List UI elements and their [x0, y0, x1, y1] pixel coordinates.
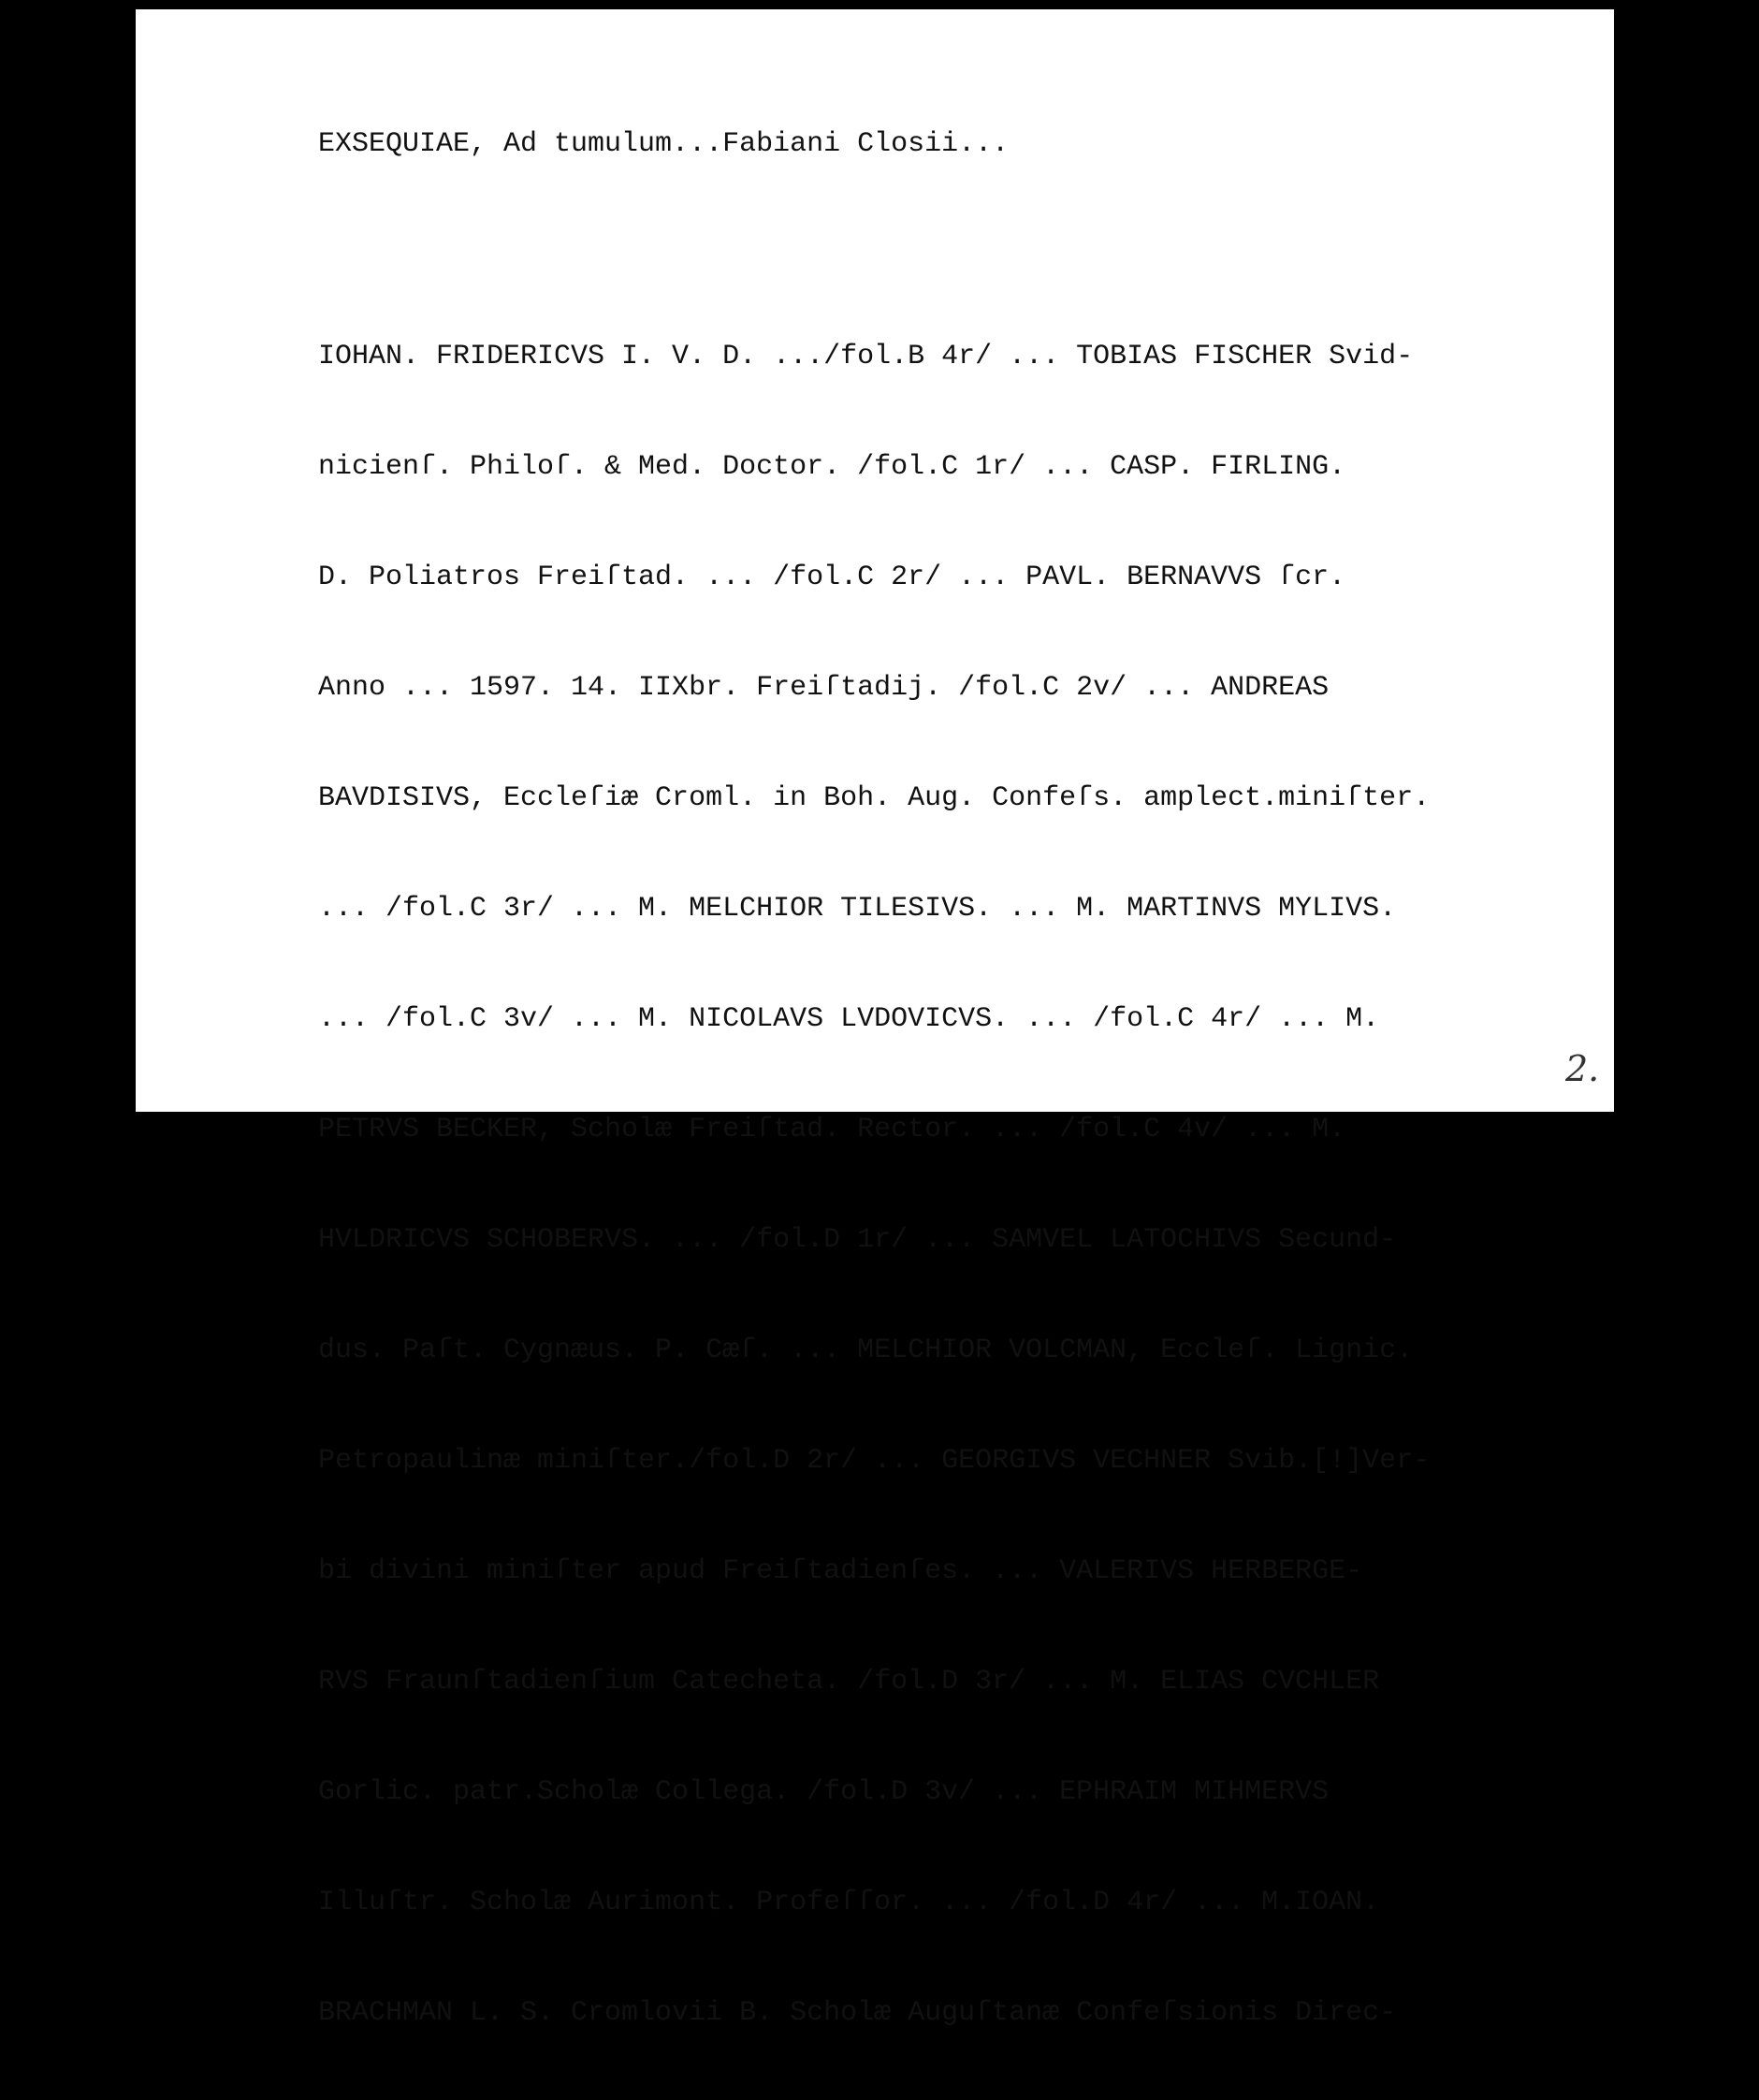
card-body [318, 270, 1430, 2100]
card-line: nicienſ. Philoſ. & Med. Doctor. /fol.C 1r/ ... CASP. FIRLING. [318, 451, 1346, 483]
card-line: ... /fol.C 3v/ ... M. NICOLAVS LVDOVICVS. ... /fol.C 4r/ ... M. [318, 1003, 1380, 1035]
card-line: Petropaulinæ miniſter./fol.D 2r/ ... GEORGIVS VECHNER Svib.[!]Ver- [318, 1445, 1431, 1477]
card-line: PETRVS BECKER, Scholæ Freiſtad. Rector. ... /fol.C 4v/ ... M. [318, 1114, 1346, 1145]
card-line: dus. Paſt. Cygnæus. P. Cæſ. ... MELCHIOR VOLCMAN, Eccleſ. Lignic. [318, 1334, 1414, 1366]
card-line: bi divini miniſter apud Freiſtadienſes. ... VALERIVS HERBERGE- [318, 1555, 1363, 1587]
card-line: BRACHMAN L. S. Cromlovii B. Scholæ Auguſtanæ Confeſsionis Direc- [318, 1997, 1397, 2029]
card-line: D. Poliatros Freiſtad. ... /fol.C 2r/ ... PAVL. BERNAVVS ſcr. [318, 561, 1346, 593]
card-line: Gorlic. patr.Scholæ Collega. /fol.D 3v/ ... EPHRAIM MIHMERVS [318, 1776, 1330, 1808]
card-line: IOHAN. FRIDERICVS I. V. D. .../fol.B 4r/ ... TOBIAS FISCHER Svid- [318, 341, 1414, 372]
card-line: RVS Fraunſtadienſium Catecheta. /fol.D 3r/ ... M. ELIAS CVCHLER [318, 1666, 1380, 1698]
card-line: HVLDRICVS SCHOBERVS. ... /fol.D 1r/ ... SAMVEL LATOCHIVS Secund- [318, 1224, 1397, 1256]
card-line: Anno ... 1597. 14. IIXbr. Freiſtadij. /fol.C 2v/ ... ANDREAS [318, 672, 1330, 704]
card-line: BAVDISIVS, Eccleſiæ Croml. in Boh. Aug. Confeſs. amplect.miniſter. [318, 782, 1431, 814]
page-number: 2. [1565, 1048, 1600, 1089]
catalog-card [136, 9, 1614, 2029]
card-line: ... /fol.C 3r/ ... M. MELCHIOR TILESIVS. ... M. MARTINVS MYLIVS. [318, 893, 1397, 925]
card-title: EXSEQUIAE, Ad tumulum...Fabiani Closii... [318, 128, 1010, 160]
card-line: Illuſtr. Scholæ Aurimont. Profeſſor. ... /fol.D 4r/ ... M.IOAN. [318, 1887, 1380, 1918]
